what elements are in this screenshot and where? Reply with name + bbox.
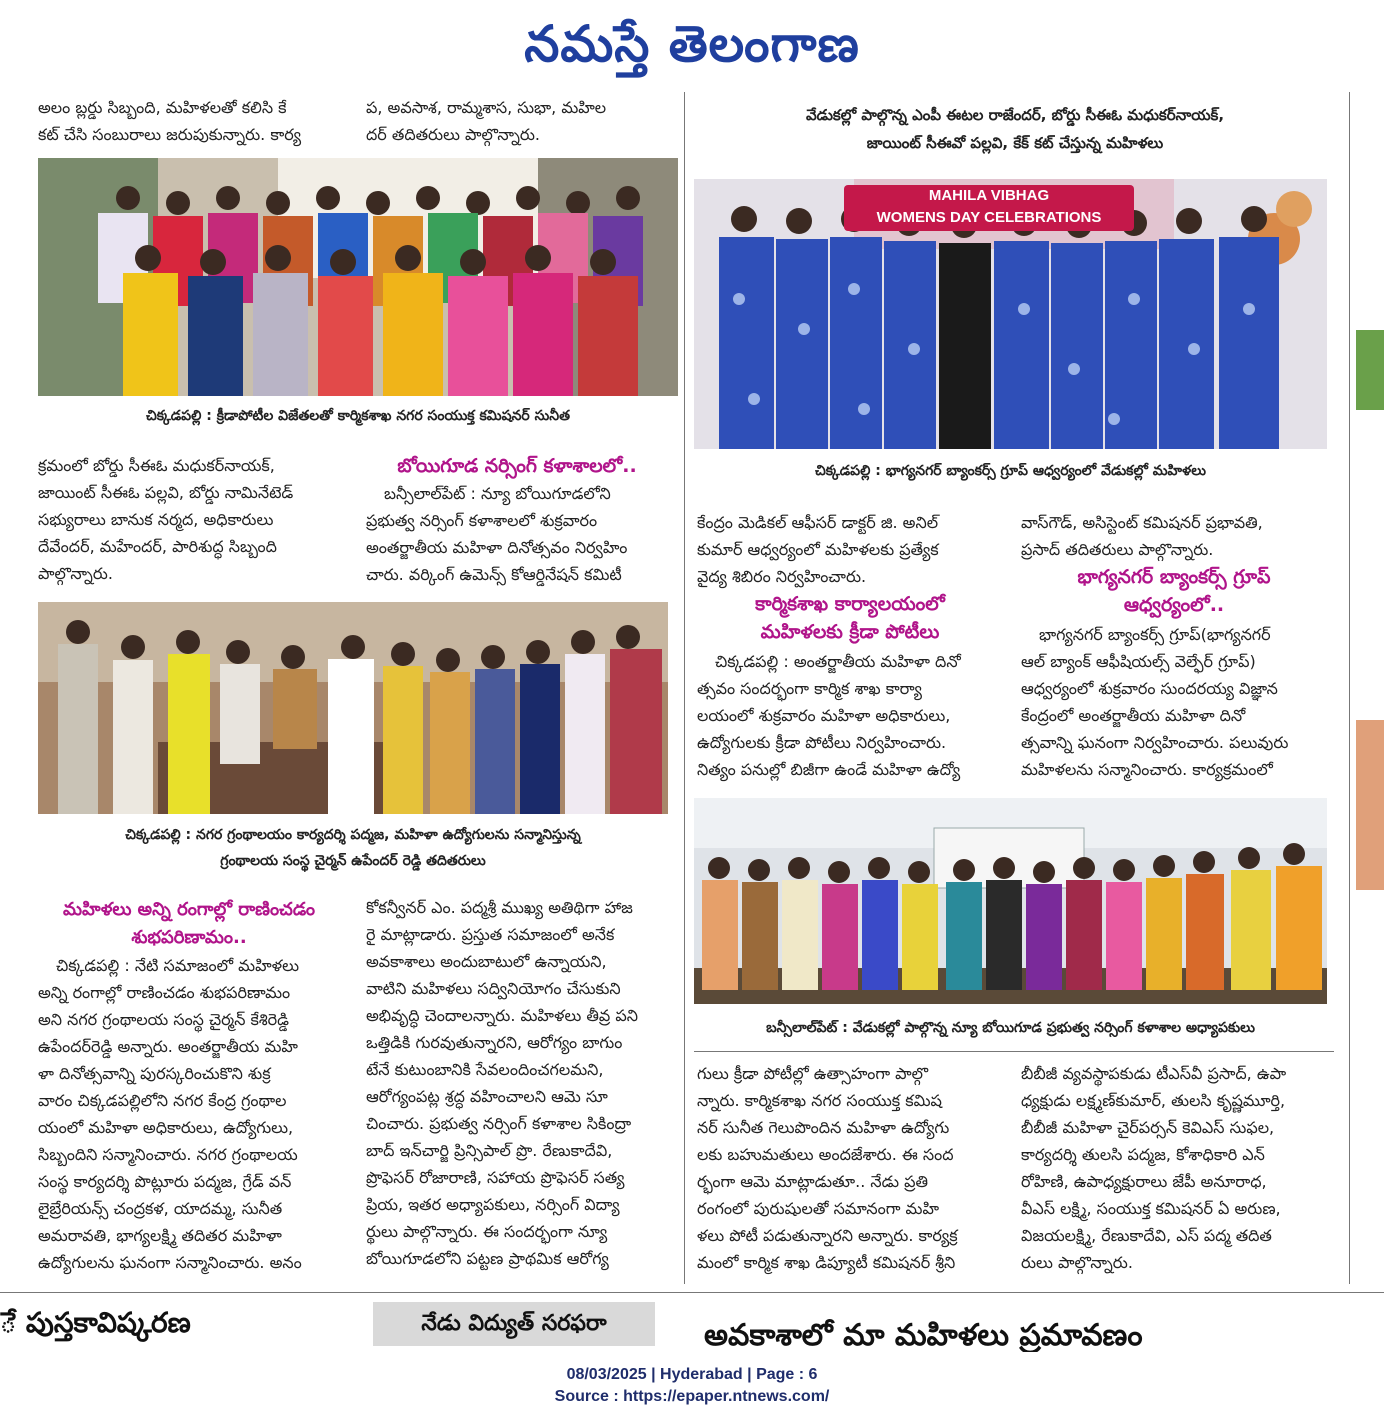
text-line: ఒత్తిడికి గురవుతున్నారని, ఆరోగ్యం బాగుం [366,1033,623,1052]
text-line: ఆల్ బ్యాంక్ ఆఫీషియల్స్ వెల్ఫేర్ గ్రూప్) [1021,652,1256,671]
photo4-caption [694,1015,1327,1041]
text-line: సభ్యురాలు బానుక నర్మద, అధికారులు [38,510,274,529]
photo-bankers-group [694,179,1327,449]
col1-top-text [38,94,340,148]
section-divider [0,1292,1384,1293]
text-line: నర్ సునీత గెలుపొందిన మహిళా ఉద్యోగు [697,1118,950,1137]
headline-line: ఆధ్వర్యంలో.. [1123,594,1225,616]
caption-line: చిక్కడపల్లి : క్రీడాపోటీల విజేతలతో కార్మికశాఖ నగర సంయుక్త కమిషనర్ సునీత [146,408,570,424]
headline-library [38,896,340,952]
text-line: అని నగర గ్రంథాలయ సంస్థ చైర్మన్ కేశిరెడ్డి [38,1010,289,1029]
headline-line: బోయిగూడ నర్సింగ్ కళాశాలలో.. [397,455,637,477]
masthead-title: నమస్తే తెలంగాణ [524,14,860,73]
photo-nursing-faculty-image [694,798,1327,1004]
text-line: బీబీజీ వ్యవస్థాపకుడు టీఎస్‌వీ ప్రసాద్, ఉపా [1021,1064,1287,1083]
text-line: చిక్కడపల్లి : అంతర్జాతీయ మహిళా దినో [715,652,961,671]
headline-line: కార్మికశాఖ కార్యాలయంలో [755,593,945,615]
article-bhagyanagar-text [1021,621,1327,783]
strip-center-box: నేడు విద్యుత్ సరఫరా [373,1302,655,1346]
caption-line: వేడుకల్లో పాల్గొన్న ఎంపీ ఈటల రాజేందర్, బోర్డు సీఈఓ మధుకర్‌నాయక్, [805,106,1225,124]
text-line: రులు పాల్గొన్నారు. [1021,1253,1133,1272]
text-line: ర్థులు పాల్గొన్నారు. ఈ సందర్భంగా న్యూ [366,1222,608,1241]
text-line: సిబ్బందిని సన్మానించారు. నగర గ్రంథాలయ [38,1145,298,1164]
text-line: గులు క్రీడా పోటీల్లో ఉత్సాహంగా పాల్గొ [697,1064,929,1083]
text-line: బన్సీలాల్‌పేట్ : న్యూ బోయిగూడలోని [384,484,611,503]
photo-library-felicitation-image [38,602,668,814]
col3-mid-text [697,509,1003,590]
headline-bhagyanagar [1021,563,1327,619]
top-right-caption [700,101,1330,157]
col4-mid-text [1021,509,1327,563]
photo-sports-winners [38,158,678,396]
text-line: ప్రసాద్ తదితరులు పాల్గొన్నారు. [1021,540,1214,559]
photo2-caption [694,458,1327,484]
photo3-caption [38,822,668,874]
headline-line: భాగ్యనగర్ బ్యాంకర్స్ గ్రూప్ [1077,566,1271,588]
col3-bottom-text [697,1060,1003,1276]
text-line: యంలో మహిళా అధికారులు, ఉద్యోగులు, [38,1118,294,1137]
text-line: పాల్గొన్నారు. [38,564,113,583]
text-line: కట్ చేసి సంబురాలు జరుపుకున్నారు. కార్య [38,125,302,144]
photo2-banner [844,185,1134,231]
col2-bottom-text [366,894,668,1272]
text-line: ప్రియ, ఇతర అధ్యాపకులు, నర్సింగ్ విద్యా [366,1195,620,1214]
column-divider [684,92,685,1284]
col2-top-text [366,94,668,148]
adjacent-page-photo [1356,330,1384,410]
footer-date-line: 08/03/2025 | Hyderabad | Page : 6 [566,1366,818,1383]
text-line: ప, అవసాశ, రామ్మశాస, సుభా, మహిల [366,98,607,117]
section-divider [694,1051,1334,1052]
col4-bottom-text [1021,1060,1327,1276]
text-line: ఆరోగ్యంపట్ల శ్రద్ధ వహించాలని ఆమె సూ [366,1087,608,1106]
article-karmika-text [697,648,1003,783]
caption-line: జాయింట్ సీఈవో పల్లవి, కేక్ కట్ చేస్తున్న మహిళలు [866,134,1164,152]
text-line: త్సవాన్ని ఘనంగా నిర్వహించారు. పలువురు [1021,733,1289,752]
text-line: కేంద్రంలో అంతర్జాతీయ మహిళా దినో [1021,706,1246,725]
text-line: త్సవం సందర్భంగా కార్మిక శాఖ కార్యా [697,679,922,698]
banner-line: MAHILA VIBHAG [928,187,1050,204]
text-line: క్రమంలో బోర్డు సీఈఓ మధుకర్‌నాయక్, [38,456,275,475]
text-line: ఉపేందర్‌రెడ్డి అన్నారు. అంతర్జాతీయ మహి [38,1037,298,1056]
headline-line: మహిళలు అన్ని రంగాల్లో రాణించడం [62,899,316,920]
text-line: బీబీజీ మహిళా చైర్‌పర్సన్ కెవిఎస్ సుఫల, [1021,1118,1275,1137]
text-line: ప్రభుత్వ నర్సింగ్ కళాశాలలో శుక్రవారం [366,511,598,530]
headline-line: మహిళలకు క్రీడా పోటీలు [760,621,940,643]
text-line: భాగ్యనగర్ బ్యాంకర్స్ గ్రూప్(భాగ్యనగర్ [1039,625,1271,644]
text-line: వైద్య శిబిరం నిర్వహించారు. [697,567,867,586]
text-line: కోకన్వీనర్ ఎం. పద్మశ్రీ ముఖ్య అతిథిగా హాజ [366,898,633,917]
text-line: ఉద్యోగులకు క్రీడా పోటీలు నిర్వహించారు. [697,733,947,752]
adjacent-page-photo [1356,720,1384,890]
text-line: చారు. వర్కింగ్ ఉమెన్స్ కోఆర్డినేషన్ కమిటీ [366,565,622,584]
text-line: మంలో కార్మిక శాఖ డిప్యూటీ కమిషనర్ శ్రీని [697,1253,956,1272]
text-line: వారం చిక్కడపల్లిలోని నగర కేంద్ర గ్రంథాల [38,1091,287,1110]
text-line: సంస్థ కార్యదర్శి పొట్లూరు పద్మజ, గ్రేడ్ వన్ [38,1172,292,1191]
text-line: వాస్‌గౌడ్, అసిస్టెంట్ కమిషనర్ ప్రభావతి, [1021,513,1263,532]
text-line: దర్ తదితరులు పాల్గొన్నారు. [366,125,540,144]
text-line: అభివృద్ధి చెందాలన్నారు. మహిళలు తీవ్ర పని [366,1006,639,1025]
text-line: లైబ్రేరియన్స్ చంద్రకళ, యాదమ్మ, సునీత [38,1199,283,1218]
text-line: రంగంలో పురుషులతో సమానంగా మహి [697,1199,939,1218]
text-line: కుమార్ ఆధ్వర్యంలో మహిళలకు ప్రత్యేక [697,540,939,559]
text-line: ర్భంగా ఆమె మాట్లాడుతూ.. నేడు ప్రతి [697,1172,928,1191]
text-line: లయంలో శుక్రవారం మహిళా అధికారులు, [697,706,951,725]
text-line: అన్ని రంగాల్లో రాణించడం శుభపరిణామం [38,983,291,1002]
text-line: బోయిగూడలోని పట్టణ ప్రాథమిక ఆరోగ్య [366,1249,609,1268]
caption-line: గ్రంథాలయ సంస్థ చైర్మన్ ఉపేందర్ రెడ్డి తదితరులు [220,853,486,869]
text-line: ళా దినోత్సవాన్ని పురస్కరించుకొని శుక్ర [38,1064,271,1083]
text-line: జాయింట్ సీఈఓ పల్లవి, బోర్డు నామినేటెడ్ [38,483,294,502]
text-line: నిత్యం పనుల్లో బిజీగా ఉండే మహిళా ఉద్యో [697,760,961,779]
photo-library-felicitation [38,602,668,814]
text-line: రోహిణి, ఉపాధ్యక్షురాలు జేపీ అనూరాధ, [1021,1172,1267,1191]
caption-line: చిక్కడపల్లి : నగర గ్రంథాలయం కార్యదర్శి పద్మజ, మహిళా ఉద్యోగులను సన్మానిస్తున్న [125,827,581,843]
text-line: న్నారు. కార్మికశాఖ నగర సంయుక్త కమిష [697,1091,942,1110]
text-line: ఉద్యోగులను ఘనంగా సన్మానించారు. అనం [38,1253,302,1272]
text-line: అవకాశాలు అందుబాటులో ఉన్నాయని, [366,952,607,971]
photo-nursing-faculty [694,798,1327,1004]
masthead [0,0,1384,88]
text-line: కార్యదర్శి తులసి పద్మజ, కోశాధికారి ఎన్ [1021,1145,1265,1164]
text-line: దేవేందర్, మహేందర్, పారిశుద్ధ సిబ్బంది [38,537,277,556]
text-line: ఆధ్వర్యంలో శుక్రవారం సుందరయ్య విజ్ఞాన [1021,679,1278,698]
strip-right-headline: అవకాశాలో మా మహిళలు ప్రమావణం [704,1318,1143,1352]
caption-line: బన్సీలాల్‌పేట్ : వేడుకల్లో పాల్గొన్న న్యూ బోయిగూడ ప్రభుత్వ నర్సింగ్ కళాశాల అధ్యాపకులు [766,1020,1255,1036]
text-line: బాద్ ఇన్‌చార్జి ప్రిన్సిపాల్ ప్రొ. రేణుకాదేవి, [366,1141,613,1160]
article-library-text [38,952,340,1276]
col1-mid-text [38,452,340,587]
banner-line: WOMENS DAY CELEBRATIONS [876,209,1102,226]
footer-source-link[interactable]: Source : https://epaper.ntnews.com/ [554,1388,830,1405]
text-line: లకు బహుమతులు అందజేశారు. ఈ సంద [697,1145,954,1164]
text-line: కేంద్రం మెడికల్ ఆఫీసర్ డాక్టర్ జి. అనిల్ [697,513,939,532]
text-line: అమరావతి, భాగ్యలక్ష్మి తదితర మహిళా [38,1226,282,1245]
text-line: ధ్యక్షుడు లక్ష్మణ్‌కుమార్, తులసి కృష్ణమూర్తి, [1021,1091,1286,1110]
text-line: అలం బ్లర్డు సిబ్బంది, మహిళలతో కలిసి కే [38,98,287,117]
headline-boiguda [366,452,668,480]
text-line: వాటిని మహిళలు సద్వినియోగం చేసుకుని [366,979,621,998]
strip-left-headline: ే పుస్తకావిష్కరణ [0,1306,191,1339]
headline-karmika [697,590,1003,646]
text-line: చించారు. ప్రభుత్వ నర్సింగ్ కళాశాల సికింద్రా [366,1114,632,1133]
text-line: అంతర్జాతీయ మహిళా దినోత్సవం నిర్వహిం [366,538,628,557]
photo-sports-winners-image [38,158,678,396]
text-line: విజయలక్ష్మి, రేణుకాదేవి, ఎస్ పద్మ తదిత [1021,1226,1272,1245]
text-line: ప్రొఫెసర్ రోజారాణి, సహాయ ప్రొఫెసర్ సత్య [366,1168,625,1187]
text-line: మహిళలను సన్మానించారు. కార్యక్రమంలో [1021,760,1273,779]
photo1-caption [38,403,678,429]
text-line: రై మాట్లాడారు. ప్రస్తుత సమాజంలో అనేక [366,925,615,944]
footer [0,1364,1384,1408]
caption-line: చిక్కడపల్లి : భాగ్యనగర్ బ్యాంకర్స్ గ్రూప్ ఆధ్వర్యంలో వేడుకల్లో మహిళలు [815,463,1206,479]
text-line: వీఎస్ లక్ష్మి, సంయుక్త కమిషనర్ ఏ అరుణ, [1021,1199,1281,1218]
text-line: ళలు పోటీ పడుతున్నారని అన్నారు. కార్యక్ర [697,1226,958,1245]
text-line: చిక్కడపల్లి : నేటి సమాజంలో మహిళలు [56,956,299,975]
article-boiguda-text [366,480,668,588]
headline-line: శుభపరిణామం.. [131,927,247,948]
column-divider [1349,92,1350,1284]
text-line: టేనే కుటుంబానికి సేవలందించగలమని, [366,1060,604,1079]
